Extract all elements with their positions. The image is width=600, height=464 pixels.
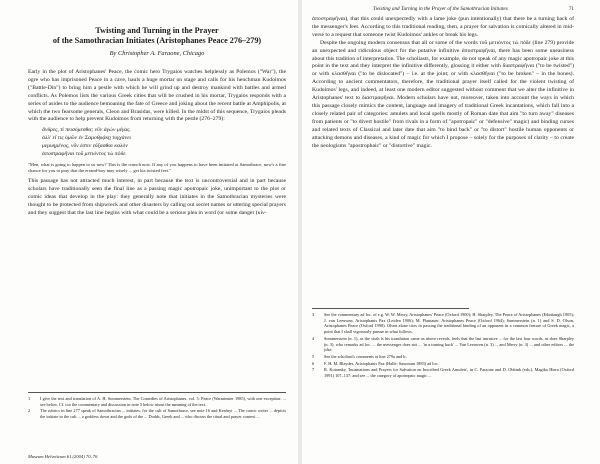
footnote-number: 1 (28, 396, 31, 401)
body-paragraph-3: Despite the ongoing modern consensus that all or some of the words τοῦ μετιόντος τὼ πόδε (line 279) provide an unexpected and ridiculous object for the putative infinitive ἀποστραφῆναι, there has been some uneasiness about this tradition of interpretation. The scholiasts, for example, do not speak of any magic apotropaic joke at this point in the text and they interpret the infinitive differently, glossing it either with διαστραφῆναι ("to be twisted") or with κλασθῆναι ("to be dislocated") – i.e. at the joint; or with κλασθῆναι ("to be broken" – in the bones). According to ancient commentators, therefore, the traditional prayer itself called for the violent twisting of Kudoimos' legs, and indeed, at least one modern editor suggested without comment that we alter the infinitive in Aristophanes' text to διαστραφῆναι. Modern scholars have not, moreover, taken into account the ways in which this passage closely mimics the content, language and imagery of traditional Greek incantations, which fall into a closely related pair of categories: amulets and local spells mostly of Roman date that aim "to turn away" diseases from patients or "to divert hostile" from rivals in a form of "apotropaic" or "defensive" magic) and binding curses and related texts of Classical and later date that aim "to bind back" or "to distort" hostile human opponents or attacking demons and diseases, a kind of magic for which I propose – solely for the purposes of clarity – to create the neologisms "apostrophaic" or "distortive" magic. (312, 39, 574, 149)
greek-line-2: ἀλλ' εἴ τις ὑμῶν ἐν Σαμοθρᾴκῃ τυγχάνει (42, 135, 131, 142)
footnote (312, 312, 574, 335)
footnote-text: I give the text and translation of A. H. Sommerstein, The Comedies of Aristophanes, vol. 5: Peace (Warminster 1985), with one exception: ... see below. Cf. too the commentary and discussion in note 5 below about the meaning of the text. (40, 396, 286, 407)
footnote (312, 367, 574, 378)
footnote-text: F. H. M. Blaydes, Aristophanis Pax (Halle: Saxonum 1883) ad loc. (324, 360, 439, 366)
author-byline: By Christopher A. Faraone, Chicago (109, 50, 205, 57)
journal-citation: Museum Helveticum 61 (2004) 70–76 (28, 454, 98, 459)
right-page (304, 0, 600, 464)
footnotes (28, 392, 286, 421)
footnote-text: Sommerstein (n. 1), as the sixth is his translation came as above reveals, feels that the last intrusive ... for the last four words, as does Sharpley (n. 3), who remarks ad loc. ... the messenger does not ... 'in a turning back' ... Van Leeuwen (n. 3) ... and Merry (n. 3) ... and other editors ... the joke. (324, 335, 574, 353)
footnote-number: 6 (312, 360, 315, 366)
footnote-number: 3 (312, 312, 315, 317)
greek-line-4: ἀποστραφῆναι τοῦ μετιόντος τὼ πόδε. (42, 151, 127, 158)
book-gutter (298, 0, 302, 464)
footnote-number: 2 (28, 408, 31, 414)
page-number: 71 (568, 6, 574, 12)
footnote (312, 336, 574, 353)
translation: "Men, what is going to happen to us now? This is the crunch now. If any of you happens to have been initiated at Samothrace, now's a fine chance for you to pray that the errand-boy may wisely ... get his twisted feet." (28, 161, 286, 173)
greek-line-3: μεμυημένος, νῦν ἐστιν εὔξασθαι καλὸν (42, 143, 128, 150)
footnote-number: 7 (312, 367, 315, 373)
right-page-content (312, 0, 574, 379)
footnote (312, 354, 574, 360)
footnote (28, 396, 286, 407)
footnote-text: R. Kotansky, 'Incantations and Prayers for Salvation on Inscribed Greek Amulets', in C. Faraone and D. Obbink (eds.), Magika Hiera (Oxford 1991) 107–137; and see ... the category of apotropaic magic ... (324, 367, 574, 379)
left-page (0, 0, 296, 464)
footnote-text: See the commentary ad loc. of e.g. W. W. Merry, Aristophanes' Peace (Oxford 1900); H. Sharpley, The Peace of Aristophanes (Edinburgh 1905); J. van Leeuwen, Aristophanis Pax (Leiden 1906); M. Platnauer, Aristophanes Peace (Oxford 1964); Sommerstein (n. 1) and S. D. Olson, Aristophanes Peace (Oxford 1998). Olson alone cites in passing the traditional binding of an opponent in a common feature of Greek magic, a point that I shall vigorously pursue in what follows. (324, 312, 574, 335)
footnotes-right (312, 312, 574, 380)
body-paragraph-continued: ἀποστραφῆναι), that this could unexpectedly with a lame joke (pun intentionally) that there be a turning back of the messenger's feet. According to this traditional reading, then, a prayer for salvation is comically altered in mid-verse to a request that someone twist Kudoimos' ankles or break his legs. (312, 16, 574, 38)
footnote-rule (312, 308, 469, 309)
article-title (28, 26, 286, 46)
greek-quotation (42, 127, 286, 159)
title-line-1: Twisting and Turning in the Prayer (95, 26, 219, 35)
greek-line-1: ἄνδρες, τί πεισόμεσθα; νῦν ἀγὼν μέγας. (42, 127, 131, 134)
running-header (312, 6, 574, 12)
left-page-content (28, 0, 286, 459)
footnote (312, 361, 574, 367)
title-line-2: of the Samothracian Initiates (Aristophanes Peace 276–279) (52, 36, 262, 45)
footnote-text: The rubrics in line 277 speak of Samothracian ... initiates, for the cult of Samothrace, see note 16 and Kerényi ... The comic writer ... depicts the initiate in the cult ... a goddess down and the gods of the ... Dodds, Greek and ... who discuss the ritual and prayer context ... (40, 408, 286, 420)
body-paragraph-1: Early in the plot of Aristophanes' Peace, the comic hero Trygaios watches helplessly as Polemos ("War"), the ogre who has imprisoned Peace in a cave, hauls a huge mortar on stage and calls for his henchman Kudoimos ("Battle-Din") to bring him a pestle with which he will grind up and destroy mankind with battles and armed conflicts. As Polemos lists the various Greek cities that will be crushed in his mortar, Trygaios responds with a series of asides to the audience bemoaning the fate of Greece and joking about the recent battle at Amphipolis, at which the two fearsome generals, Cleon and Brasidas, were killed. In the midst of this sequence, Trygaios pleads with the audience to help prevent Kudoimos from returning with the pestle (276–279): (28, 69, 286, 123)
footnote-number: 4 (312, 335, 315, 341)
footnote-number: 5 (312, 353, 315, 359)
footnote-text: See the scholiast's comments at line 279a and b. (324, 353, 407, 359)
body-paragraph-2: This passage has not attracted much interest, in part because the text is uncontroversial and in part because scholars have traditionally seen the final line as a passing magic apotropaic joke, unimportant to the plot or comic ideas that develop in the play: they generally note that initiates in the Samothracian mysteries were thought to be protected from shipwreck and other disasters by calling out secret names or uttering special prayers and they suggest that the last line begins with what could be a serious plea in word (or some danger (κίν- (28, 177, 286, 216)
footnote (28, 408, 286, 419)
running-head-title: Twisting and Turning in the Prayer of the Samothracian Initiates (373, 6, 508, 12)
